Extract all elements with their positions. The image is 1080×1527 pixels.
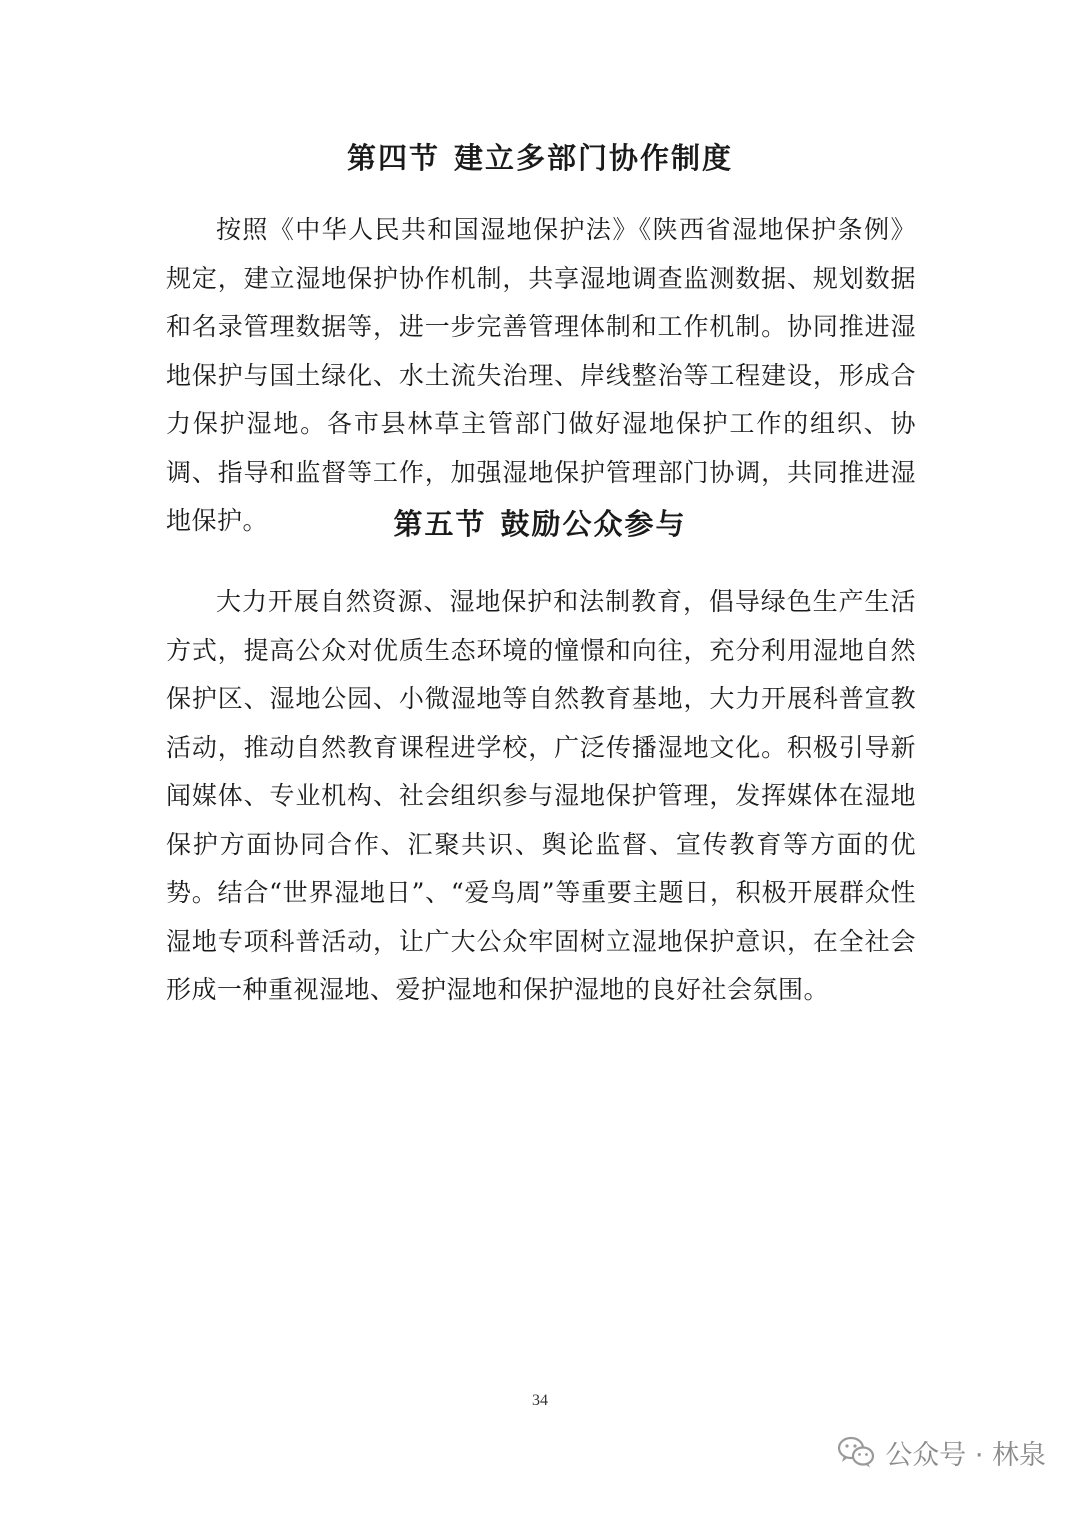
section-5-paragraph: 大力开展自然资源、湿地保护和法制教育，倡导绿色生产生活方式，提高公众对优质生态环境的憧憬和向往，充分利用湿地自然保护区、湿地公园、小微湿地等自然教育基地，大力开展科普宣教活动，推动自然教育课程进学校，广泛传播湿地文化。积极引导新闻媒体、专业机构、社会组织参与湿地保护管理，发挥媒体在湿地保护方面协同合作、汇聚共识、舆论监督、宣传教育等方面的优势。结合“世界湿地日”、“爱鸟周”等重要主题日，积极开展群众性湿地专项科普活动，让广大公众牢固树立湿地保护意识，在全社会形成一种重视湿地、爱护湿地和保护湿地的良好社会氛围。 bbox=[166, 587, 916, 1004]
section-4-title: 建立多部门协作制度 bbox=[454, 141, 734, 175]
section-5-number: 第五节 bbox=[393, 507, 487, 541]
wechat-icon bbox=[837, 1435, 875, 1469]
section-5-title: 鼓励公众参与 bbox=[500, 507, 687, 541]
page-number: 34 bbox=[532, 1392, 548, 1409]
watermark-text: 公众号 · 林泉 bbox=[885, 1439, 1046, 1471]
section-4-heading bbox=[0, 140, 1080, 176]
section-4-paragraph: 按照《中华人民共和国湿地保护法》《陕西省湿地保护条例》规定，建立湿地保护协作机制，共享湿地调查监测数据、规划数据和名录管理数据等，进一步完善管理体制和工作机制。协同推进湿地保护与国土绿化、水土流失治理、岸线整治等工程建设，形成合力保护湿地。各市县林草主管部门做好湿地保护工作的组织、协调、指导和监督等工作，加强湿地保护管理部门协调，共同推进湿地保护。 bbox=[166, 215, 916, 535]
section-4-number: 第四节 bbox=[346, 141, 440, 175]
section-5-heading bbox=[0, 506, 1080, 542]
watermark bbox=[837, 1432, 1046, 1472]
